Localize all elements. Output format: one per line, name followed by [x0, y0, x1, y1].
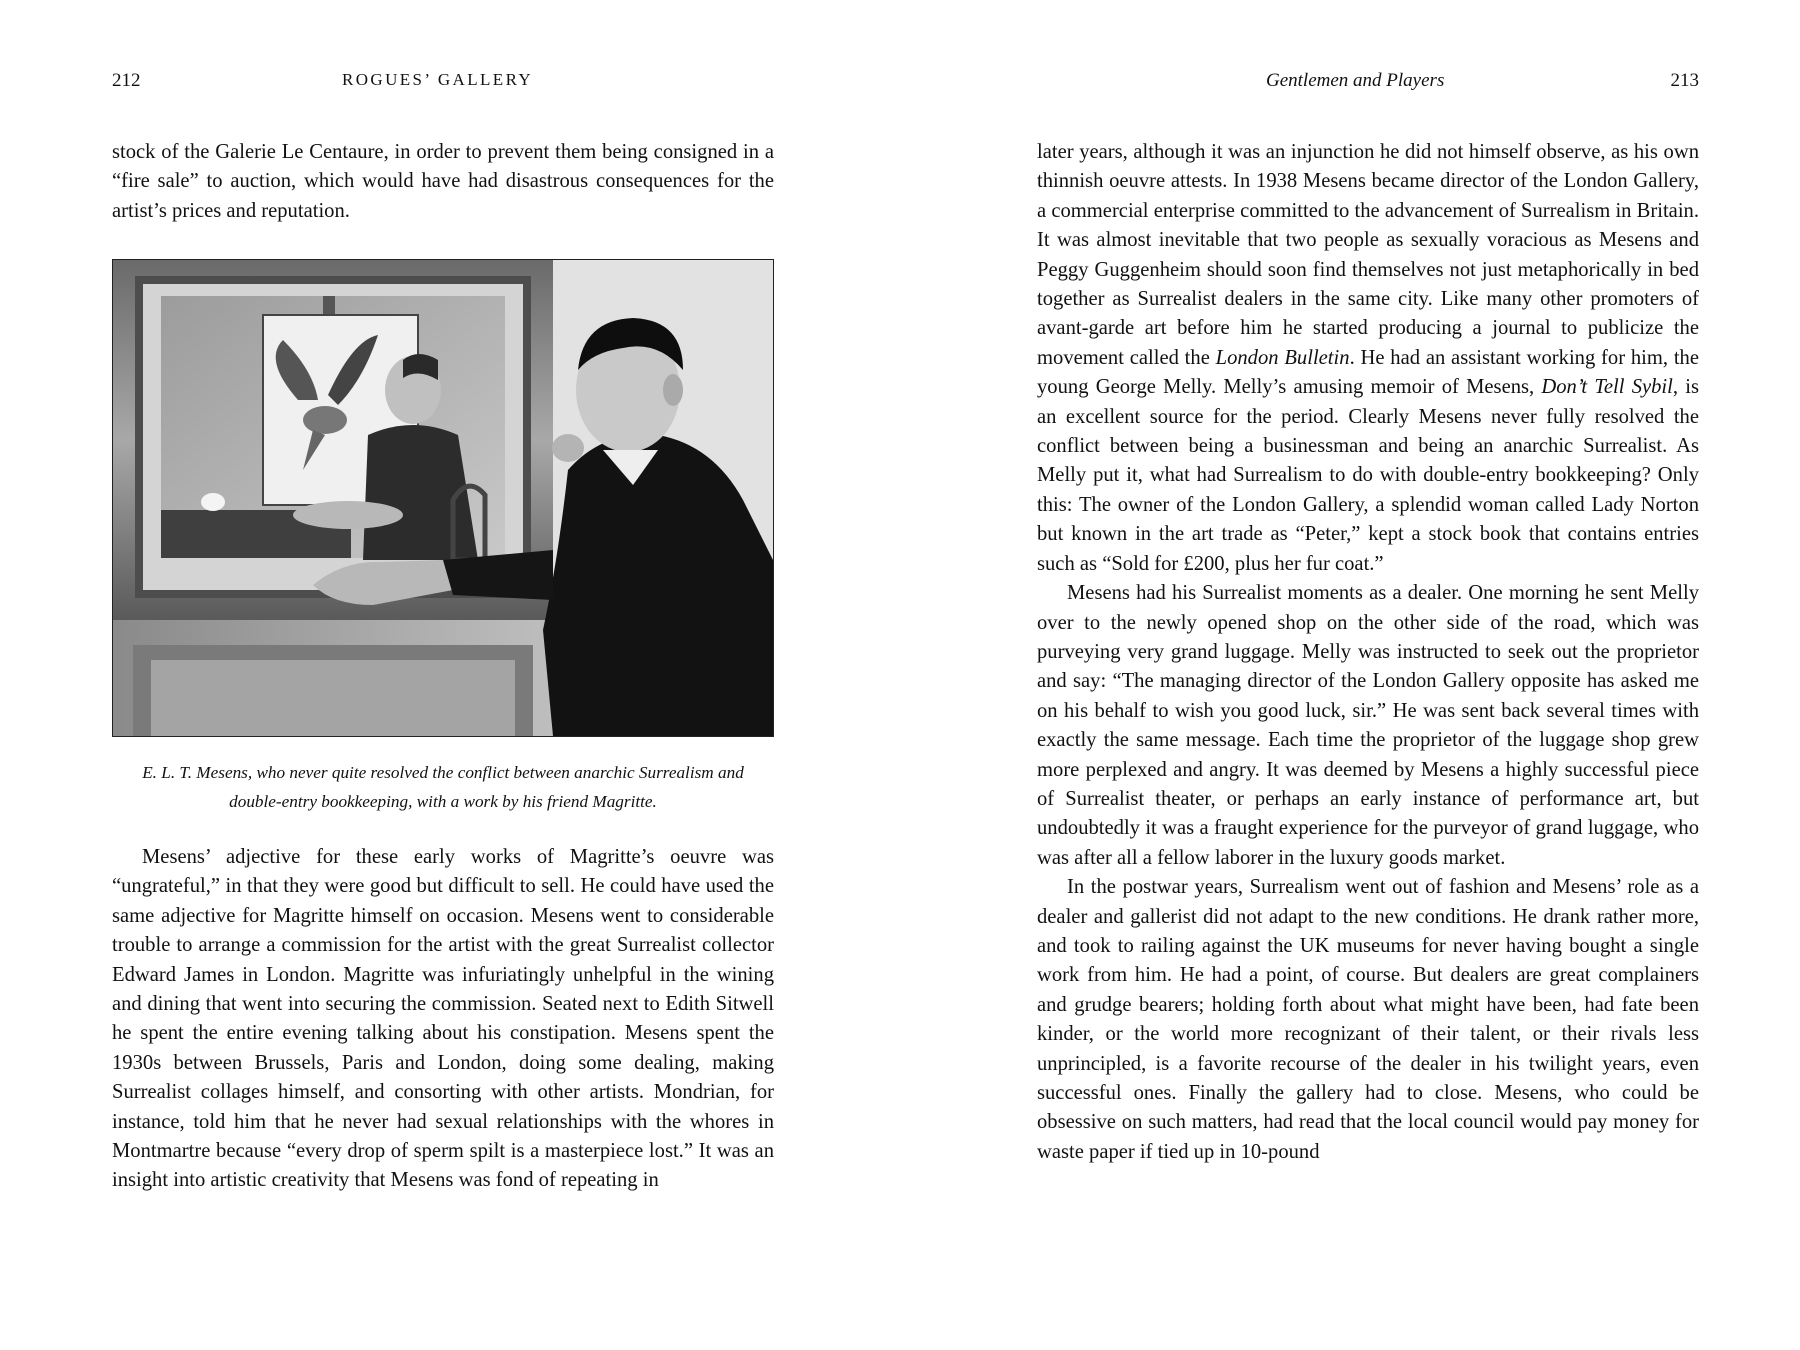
book-title-header: ROGUES’ GALLERY	[342, 70, 534, 89]
london-bulletin-title: London Bulletin	[1215, 346, 1350, 369]
right-paragraph-1	[1037, 138, 1699, 579]
left-paragraph-top: stock of the Galerie Le Centaure, in order to prevent them being consigned in a “fire sale” to auction, which would have had disastrous consequences for the artist’s prices and reputation.	[112, 141, 774, 222]
right-paragraph-3: In the postwar years, Surrealism went out of fashion and Mesens’ role as a dealer and gallerist did not adapt to the new conditions. He drank rather more, and took to railing against the UK museums for never having bought a single work from him. He had a point, of course. But dealers are great complainers and grudge bearers; holding forth about what might have been, had fate been kinder, or the world more recognizant of their talent, or their rivals less unprincipled, is a favorite recourse of the dealer in his twilight years, even successful ones. Finally the gallery had to close. Mesens, who could be obsessive on such matters, had read that the local council would pay money for waste paper if tied up in 10-pound	[1037, 876, 1699, 1163]
paragraph-1-part-b: . He had an assistant working for him, the young George Melly. Melly’s amusing memoir of Mesens,	[1037, 346, 1699, 399]
left-top-text	[112, 138, 774, 226]
paragraph-1-part-a: later years, although it was an injunction he did not himself observe, as his own thinnish oeuvre attests. In 1938 Mesens became director of the London Gallery, a commercial enterprise committed to the advancement of Surrealism in Britain. It was almost inevitable that two people as sexually voracious as Mesens and Peggy Guggenheim should soon find themselves not just metaphorically in bed together as Surrealist dealers in the same city. Like many other promoters of avant-garde art before him he started producing a journal to publicize the movement called the	[1037, 141, 1699, 369]
right-page-number: 213	[1670, 70, 1699, 91]
left-page-number: 212	[112, 70, 141, 91]
right-running-head	[1037, 70, 1699, 100]
right-paragraph-2: Mesens had his Surrealist moments as a dealer. One morning he sent Melly over to the newly opened shop on the other side of the road, which was purveying very grand luggage. Melly was instructed to seek out the proprietor and say: “The managing director of the London Gallery opposite has asked me on his behalf to wish you good luck, sir.” He was sent back several times with exactly the same message. Each time the proprietor of the luggage shop grew more perplexed and angry. It was deemed by Mesens a highly successful piece of Surrealist theater, or perhaps an early instance of performance art, but undoubtedly it was a fraught experience for the purveyor of grand luggage, who was after all a fellow laborer in the luxury goods market.	[1037, 582, 1699, 869]
paragraph-1-part-c: , is an excellent source for the period. Clearly Mesens never fully resolved the conflict between being a businessman and being an anarchic Surrealist. As Melly put it, what had Surrealism to do with double-entry bookkeeping? Only this: The owner of the London Gallery, a splendid woman called Lady Norton but known in the art trade as “Peter,” kept a stock book that contains entries such as “Sold for £200, plus her fur coat.”	[1037, 376, 1699, 575]
dont-tell-sybil-title: Don’t Tell Sybil	[1541, 376, 1673, 399]
right-main-text	[1037, 138, 1699, 1167]
photograph-mesens-magritte-icon	[113, 260, 773, 736]
left-bottom-text	[112, 843, 774, 1196]
figure-caption	[112, 758, 774, 816]
photograph-figure	[112, 259, 774, 737]
right-page	[1037, 0, 1699, 1350]
left-page	[112, 0, 774, 1350]
chapter-title-header: Gentlemen and Players	[1266, 70, 1445, 91]
caption-line-1: E. L. T. Mesens, who never quite resolved the conflict between anarchic Surrealism and	[142, 763, 744, 782]
caption-line-2: double-entry bookkeeping, with a work by his friend Magritte.	[229, 792, 657, 811]
left-paragraph-bottom: Mesens’ adjective for these early works of Magritte’s oeuvre was “ungrateful,” in that they were good but difficult to sell. He could have used the same adjective for Magritte himself on occasion. Mesens went to considerable trouble to arrange a commission for the artist with the great Surrealist collector Edward James in London. Magritte was infuriatingly unhelpful in the wining and dining that went into securing the commission. Seated next to Edith Sitwell he spent the entire evening talking about his constipation. Mesens spent the 1930s between Brussels, Paris and London, doing some dealing, making Surrealist collages himself, and consorting with other artists. Mondrian, for instance, told him that he never had sexual relationships with the whores in Montmartre because “every drop of sperm spilt is a masterpiece lost.” It was an insight into artistic creativity that Mesens was fond of repeating in	[112, 846, 774, 1192]
left-running-head	[112, 70, 774, 100]
